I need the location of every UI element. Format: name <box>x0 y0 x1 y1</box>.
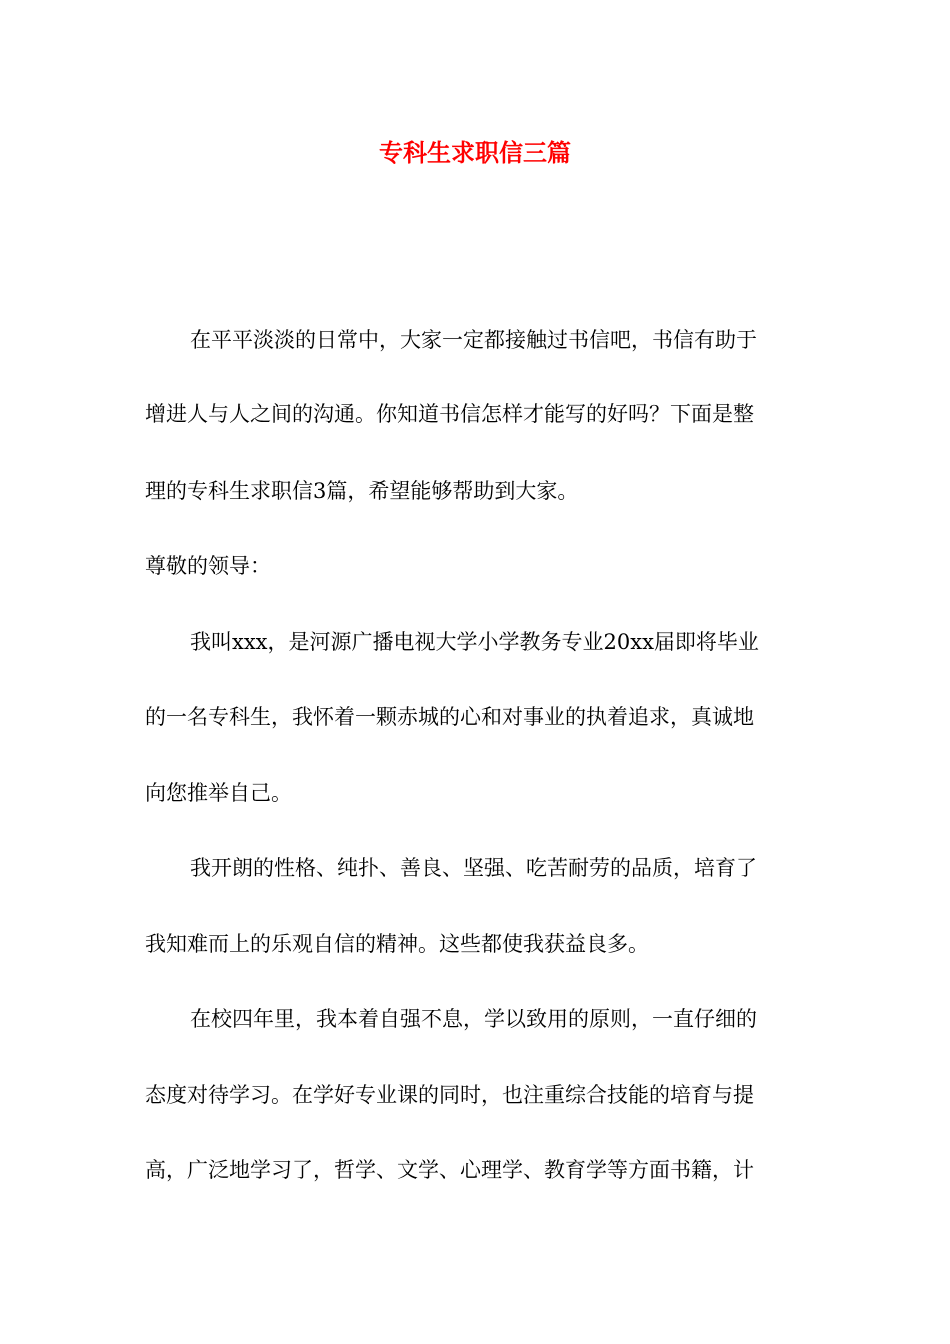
document-title: 专科生求职信三篇 <box>379 139 571 167</box>
paragraph-line: 在平平淡淡的日常中，大家一定都接触过书信吧，书信有助于 <box>190 328 757 352</box>
paragraph-line: 态度对待学习。在学好专业课的同时，也注重综合技能的培育与提 <box>145 1083 754 1107</box>
paragraph-line: 高，广泛地学习了，哲学、文学、心理学、教育学等方面书籍，计 <box>145 1158 754 1182</box>
paragraph-line: 我开朗的性格、纯扑、善良、坚强、吃苦耐劳的品质，培育了 <box>190 856 757 880</box>
paragraph-line: 我知难而上的乐观自信的精神。这些都使我获益良多。 <box>145 932 649 956</box>
paragraph-line: 在校四年里，我本着自强不息，学以致用的原则，一直仔细的 <box>190 1007 757 1031</box>
salutation: 尊敬的领导： <box>145 554 271 578</box>
paragraph-line: 增进人与人之间的沟通。你知道书信怎样才能写的好吗？下面是整 <box>145 402 754 426</box>
paragraph-line: 我叫xxx，是河源广播电视大学小学教务专业20xx届即将毕业 <box>190 630 759 654</box>
paragraph-line: 的一名专科生，我怀着一颗赤城的心和对事业的执着追求，真诚地 <box>145 705 754 729</box>
paragraph-line: 向您推举自己。 <box>145 781 292 805</box>
paragraph-line: 理的专科生求职信3篇，希望能够帮助到大家。 <box>145 479 579 503</box>
